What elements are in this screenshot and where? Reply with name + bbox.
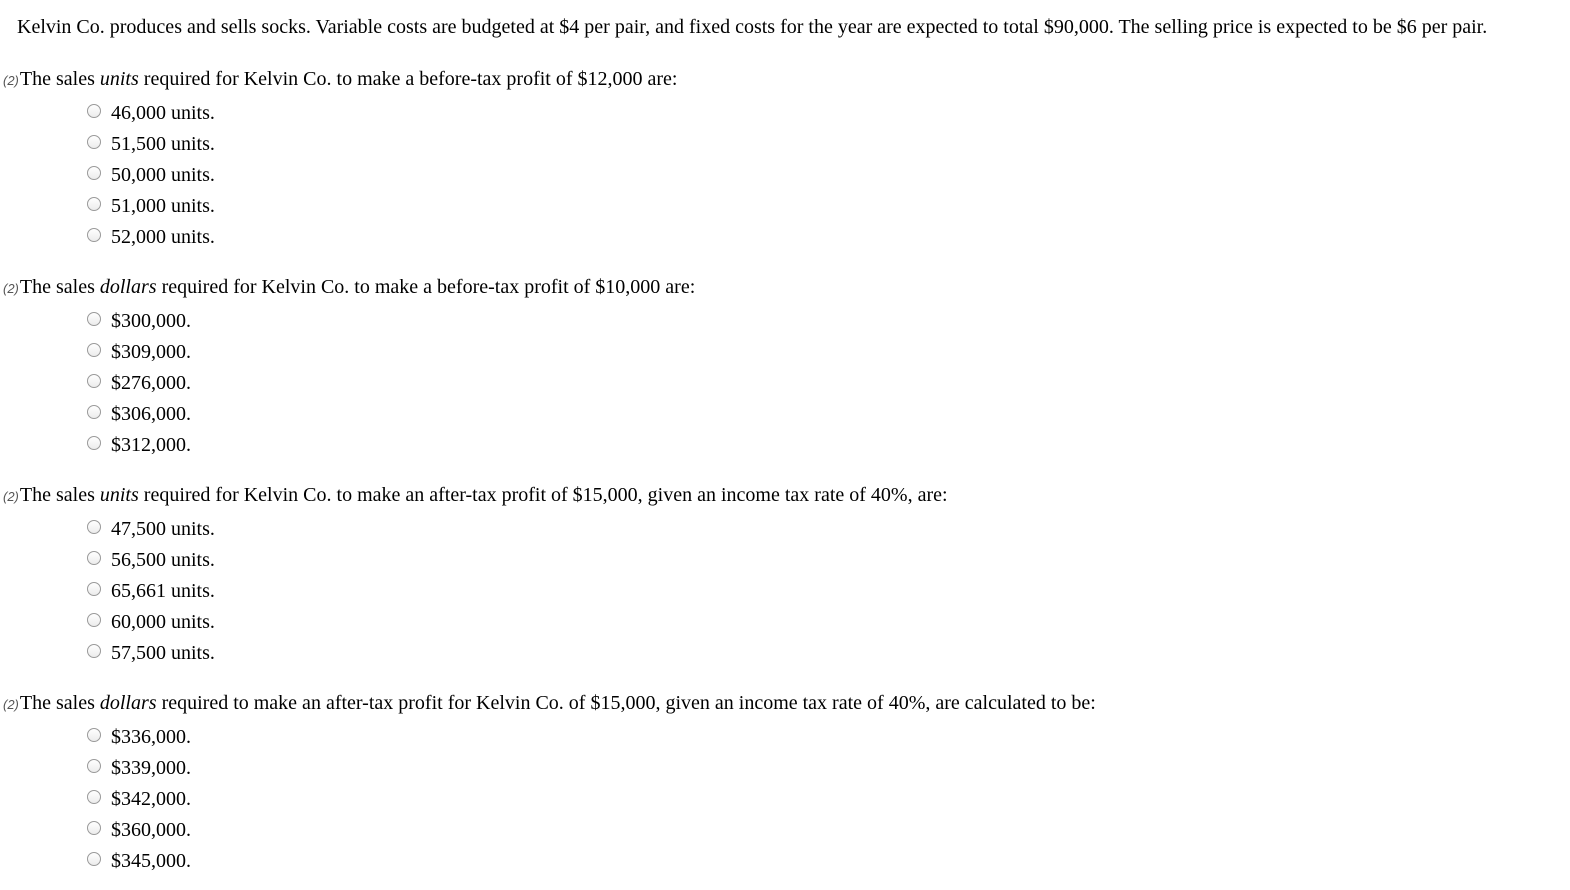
question-1-text: (2)The sales units required for Kelvin Co. to make a before-tax profit of $12,000 are: <box>3 68 678 90</box>
radio-button[interactable] <box>87 551 101 565</box>
answer-option[interactable] <box>3 97 1543 128</box>
problem-intro: Kelvin Co. produces and sells socks. Variable costs are budgeted at $4 per pair, and fixed costs for the year are expected to total $90,000. The selling price is expected to be $6 per pair. <box>17 16 1488 38</box>
answer-options <box>3 721 1543 876</box>
radio-button[interactable] <box>87 759 101 773</box>
question-points: (2) <box>3 697 19 712</box>
radio-button[interactable] <box>87 852 101 866</box>
radio-button[interactable] <box>87 436 101 450</box>
question-1 <box>3 66 1543 252</box>
option-label[interactable]: 52,000 units. <box>111 225 215 248</box>
emphasis: dollars <box>99 692 157 714</box>
radio-button[interactable] <box>87 644 101 658</box>
radio-button[interactable] <box>87 728 101 742</box>
option-label[interactable]: $360,000. <box>111 818 191 841</box>
question-3 <box>3 482 1543 668</box>
question-points: (2) <box>3 73 19 88</box>
radio-button[interactable] <box>87 405 101 419</box>
question-2-text: (2)The sales dollars required for Kelvin Co. to make a before-tax profit of $10,000 are: <box>3 276 696 298</box>
option-label[interactable]: $345,000. <box>111 849 191 872</box>
emphasis: dollars <box>99 276 157 298</box>
option-label[interactable]: 46,000 units. <box>111 101 215 124</box>
answer-option[interactable] <box>3 544 1543 575</box>
question-2 <box>3 274 1543 460</box>
question-3-text: (2)The sales units required for Kelvin Co. to make an after-tax profit of $15,000, given an income tax rate of 40%, are: <box>3 484 948 506</box>
radio-button[interactable] <box>87 582 101 596</box>
answer-option[interactable] <box>3 721 1543 752</box>
option-label[interactable]: 65,661 units. <box>111 579 215 602</box>
question-points: (2) <box>3 281 19 296</box>
option-label[interactable]: 47,500 units. <box>111 517 215 540</box>
radio-button[interactable] <box>87 135 101 149</box>
radio-button[interactable] <box>87 197 101 211</box>
radio-button[interactable] <box>87 166 101 180</box>
answer-option[interactable] <box>3 305 1543 336</box>
answer-options <box>3 513 1543 668</box>
radio-button[interactable] <box>87 312 101 326</box>
radio-button[interactable] <box>87 613 101 627</box>
emphasis: units <box>99 68 139 90</box>
answer-option[interactable] <box>3 221 1543 252</box>
option-label[interactable]: $309,000. <box>111 340 191 363</box>
option-label[interactable]: 50,000 units. <box>111 163 215 186</box>
option-label[interactable]: $276,000. <box>111 371 191 394</box>
question-4 <box>3 690 1543 876</box>
option-label[interactable]: 57,500 units. <box>111 641 215 664</box>
radio-button[interactable] <box>87 343 101 357</box>
answer-option[interactable] <box>3 429 1543 460</box>
option-label[interactable]: $342,000. <box>111 787 191 810</box>
radio-button[interactable] <box>87 821 101 835</box>
answer-option[interactable] <box>3 845 1543 876</box>
answer-option[interactable] <box>3 637 1543 668</box>
option-label[interactable]: 60,000 units. <box>111 610 215 633</box>
answer-option[interactable] <box>3 513 1543 544</box>
answer-option[interactable] <box>3 128 1543 159</box>
option-label[interactable]: $312,000. <box>111 433 191 456</box>
question-4-text: (2)The sales dollars required to make an after-tax profit for Kelvin Co. of $15,000, given an income tax rate of 40%, are calculated to be: <box>3 692 1096 714</box>
answer-option[interactable] <box>3 367 1543 398</box>
radio-button[interactable] <box>87 228 101 242</box>
radio-button[interactable] <box>87 104 101 118</box>
radio-button[interactable] <box>87 790 101 804</box>
option-label[interactable]: $336,000. <box>111 725 191 748</box>
option-label[interactable]: $300,000. <box>111 309 191 332</box>
answer-option[interactable] <box>3 606 1543 637</box>
option-label[interactable]: 51,500 units. <box>111 132 215 155</box>
question-points: (2) <box>3 489 19 504</box>
option-label[interactable]: $339,000. <box>111 756 191 779</box>
option-label[interactable]: 51,000 units. <box>111 194 215 217</box>
radio-button[interactable] <box>87 374 101 388</box>
radio-button[interactable] <box>87 520 101 534</box>
answer-option[interactable] <box>3 783 1543 814</box>
emphasis: units <box>99 484 139 506</box>
answer-option[interactable] <box>3 752 1543 783</box>
option-label[interactable]: 56,500 units. <box>111 548 215 571</box>
answer-option[interactable] <box>3 575 1543 606</box>
answer-option[interactable] <box>3 190 1543 221</box>
answer-option[interactable] <box>3 814 1543 845</box>
answer-options <box>3 305 1543 460</box>
answer-option[interactable] <box>3 159 1543 190</box>
option-label[interactable]: $306,000. <box>111 402 191 425</box>
answer-option[interactable] <box>3 398 1543 429</box>
answer-option[interactable] <box>3 336 1543 367</box>
answer-options <box>3 97 1543 252</box>
